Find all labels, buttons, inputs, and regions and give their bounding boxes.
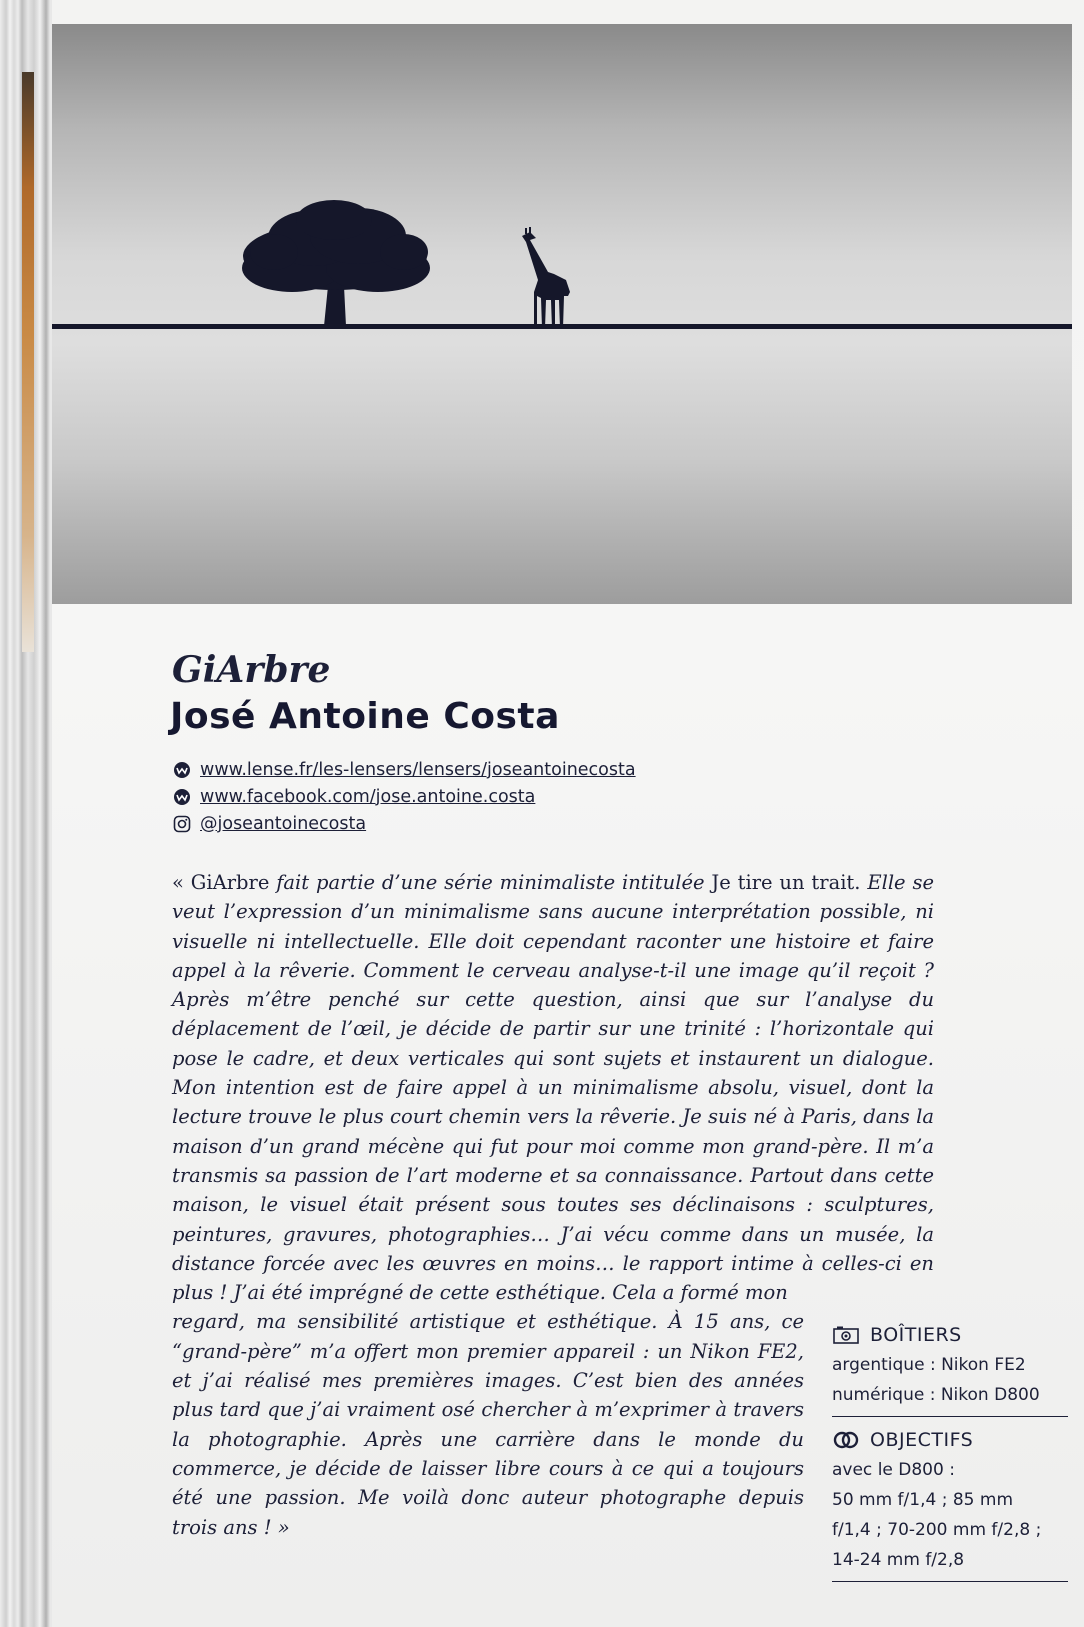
magazine-page xyxy=(52,0,1084,1627)
article-photo xyxy=(52,24,1072,604)
author-links xyxy=(172,756,636,837)
sidebar-bottom-divider xyxy=(832,1581,1068,1582)
photo-silhouettes xyxy=(52,24,1072,604)
body-part-series-title: Je tire un trait. xyxy=(711,871,868,894)
objectifs-heading xyxy=(832,1425,1078,1455)
web-icon xyxy=(172,787,192,807)
magazine-spine xyxy=(0,0,52,1627)
author-name: José Antoine Costa xyxy=(170,696,560,737)
boitier-numerique: numérique : Nikon D800 xyxy=(832,1385,1040,1405)
body-part-end: regard, ma sensibilité artistique et esthétique. À 15 ans, ce “grand-père” m’a offert mon premier appareil : un Nikon FE2, et j’ai réalisé mes premières images. C’est bien des années plus tard que j’ai vraiment osé chercher à m’exprimer à travers la photographie. Après une carrière dans le monde du commerce, je décide de laisser libre cours à ce qui a toujours été une passion. Me voilà donc auteur photographe depuis trois ans ! » xyxy=(172,1310,804,1539)
sidebar-divider xyxy=(832,1416,1068,1417)
giraffe-silhouette xyxy=(522,227,570,328)
instagram-icon xyxy=(172,814,192,834)
body-part-intro: fait partie d’une série minimaliste intitulée xyxy=(276,871,712,894)
body-part-quote-open: « GiArbre xyxy=(172,871,277,894)
objectif-line-2: 50 mm f/1,4 ; 85 mm xyxy=(832,1490,1013,1510)
objectifs-label: OBJECTIFS xyxy=(870,1429,974,1451)
objectif-line-1: avec le D800 : xyxy=(832,1460,955,1480)
link-facebook xyxy=(172,783,636,810)
facebook-link[interactable]: www.facebook.com/jose.antoine.costa xyxy=(200,786,536,807)
instagram-link[interactable]: @joseantoinecosta xyxy=(200,813,367,834)
boitiers-heading xyxy=(832,1320,1078,1350)
article-body xyxy=(172,868,934,1542)
body-part-main: Elle se veut l’expression d’un minimalisme sans aucune interprétation possible, ni visuelle ni intellectuelle. Elle doit cependant raconter une histoire et faire appel à la rêverie. Comment le cerveau analyse-t-il une image qu’il reçoit ? Après m’être penché sur cette question, ainsi que sur l’analyse du déplacement de l’œil, je décide de partir sur une trinité : l’horizontale qui pose le cadre, et deux verticales qui sont sujets et instaurent un dialogue. Mon intention est de faire appel à un minimalisme absolu, visuel, dont la lecture trouve le plus court chemin vers la rêverie. Je suis né à Paris, dans la maison d’un grand mécène qui fut pour moi comme mon grand-père. Il m’a transmis sa passion de l’art moderne et sa connaissance. Partout dans cette maison, le visuel était présent sous toutes ses déclinaisons : sculptures, peintures, gravures, photographies… J’ai vécu comme dans un musée, la distance forcée avec les œuvres en moins… le rapport intime à celles-ci en plus ! J’ai été imprégné de cette esthétique. Cela a formé mon xyxy=(172,871,935,1305)
objectif-line-3: f/1,4 ; 70-200 mm f/2,8 ; xyxy=(832,1520,1042,1540)
adjacent-page-edge xyxy=(22,72,34,652)
boitier-argentique: argentique : Nikon FE2 xyxy=(832,1355,1026,1375)
boitiers-label: BOÎTIERS xyxy=(870,1324,962,1346)
objectif-line-4: 14-24 mm f/2,8 xyxy=(832,1550,965,1570)
lens-icon xyxy=(832,1430,860,1450)
tree-canopy xyxy=(242,200,430,292)
lense-link[interactable]: www.lense.fr/les-lensers/lensers/joseantoinecosta xyxy=(200,759,636,780)
equipment-sidebar xyxy=(832,1320,1078,1590)
web-icon xyxy=(172,760,192,780)
link-lense xyxy=(172,756,636,783)
article-title: GiArbre xyxy=(172,649,331,691)
link-instagram xyxy=(172,810,636,837)
camera-icon xyxy=(832,1325,860,1345)
